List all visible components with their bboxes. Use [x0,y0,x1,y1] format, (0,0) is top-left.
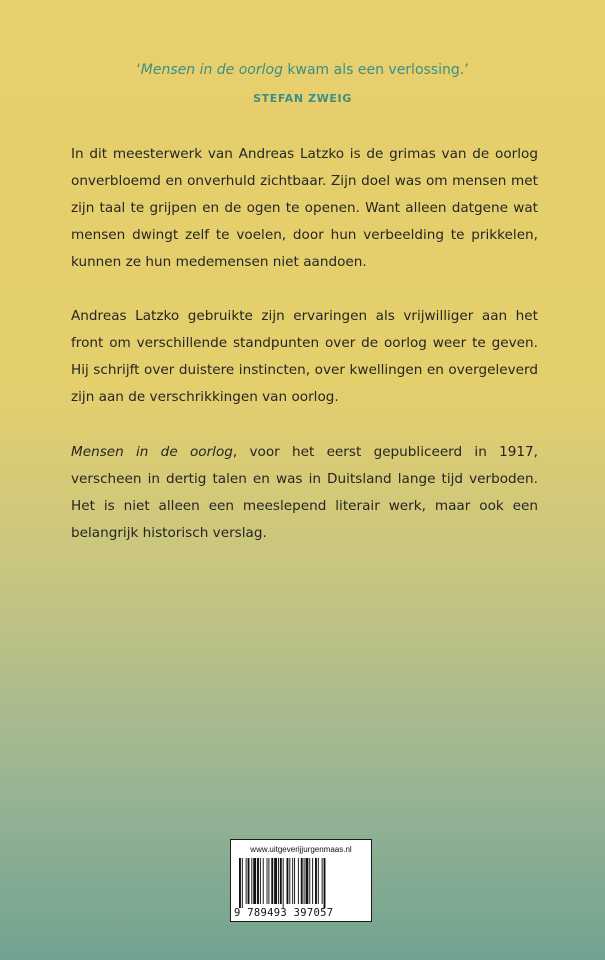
description-paragraph-3 [71,439,538,547]
quote-attribution: STEFAN ZWEIG [253,92,352,105]
publisher-url: www.uitgeverijjurgenmaas.nl [250,845,352,854]
quote-open-mark: ‘ [136,62,141,78]
quote-text: kwam als een verlossing. [282,62,465,78]
isbn-digits: 9 789493 397057 [234,907,334,919]
quote-book-title: Mensen in de oorlog [140,62,283,78]
blurb-quote [0,60,605,80]
barcode-icon [236,858,368,908]
description-paragraph-2: Andreas Latzko gebruikte zijn ervaringen als vrijwilliger aan het front om verschillende standpunten over de oorlog weer te geven. Hij schrijft over duistere instincten, over kwellingen en overgeleverd zijn aan de verschrikkingen van oorlog. [71,308,538,405]
description-paragraph-1: In dit meesterwerk van Andreas Latzko is de grimas van de oorlog onverbloemd en onverhuld zichtbaar. Zijn doel was om mensen met zijn taal te grijpen en de ogen te openen. Want alleen datgene wat mensen dwingt zelf te voelen, door hun verbeelding te prikkelen, kunnen ze hun medemensen niet aandoen. [71,146,538,270]
paragraph-book-title: Mensen in de oorlog [71,444,233,460]
paragraph-3-text: , voor het eerst gepubliceerd in 1917, verscheen in dertig talen en was in Duitsland lange tijd verboden. Het is niet alleen een meeslepend literair werk, maar ook een belangrijk historisch verslag. [71,444,538,541]
quote-close-mark: ’ [464,62,469,78]
barcode-panel [230,839,372,922]
